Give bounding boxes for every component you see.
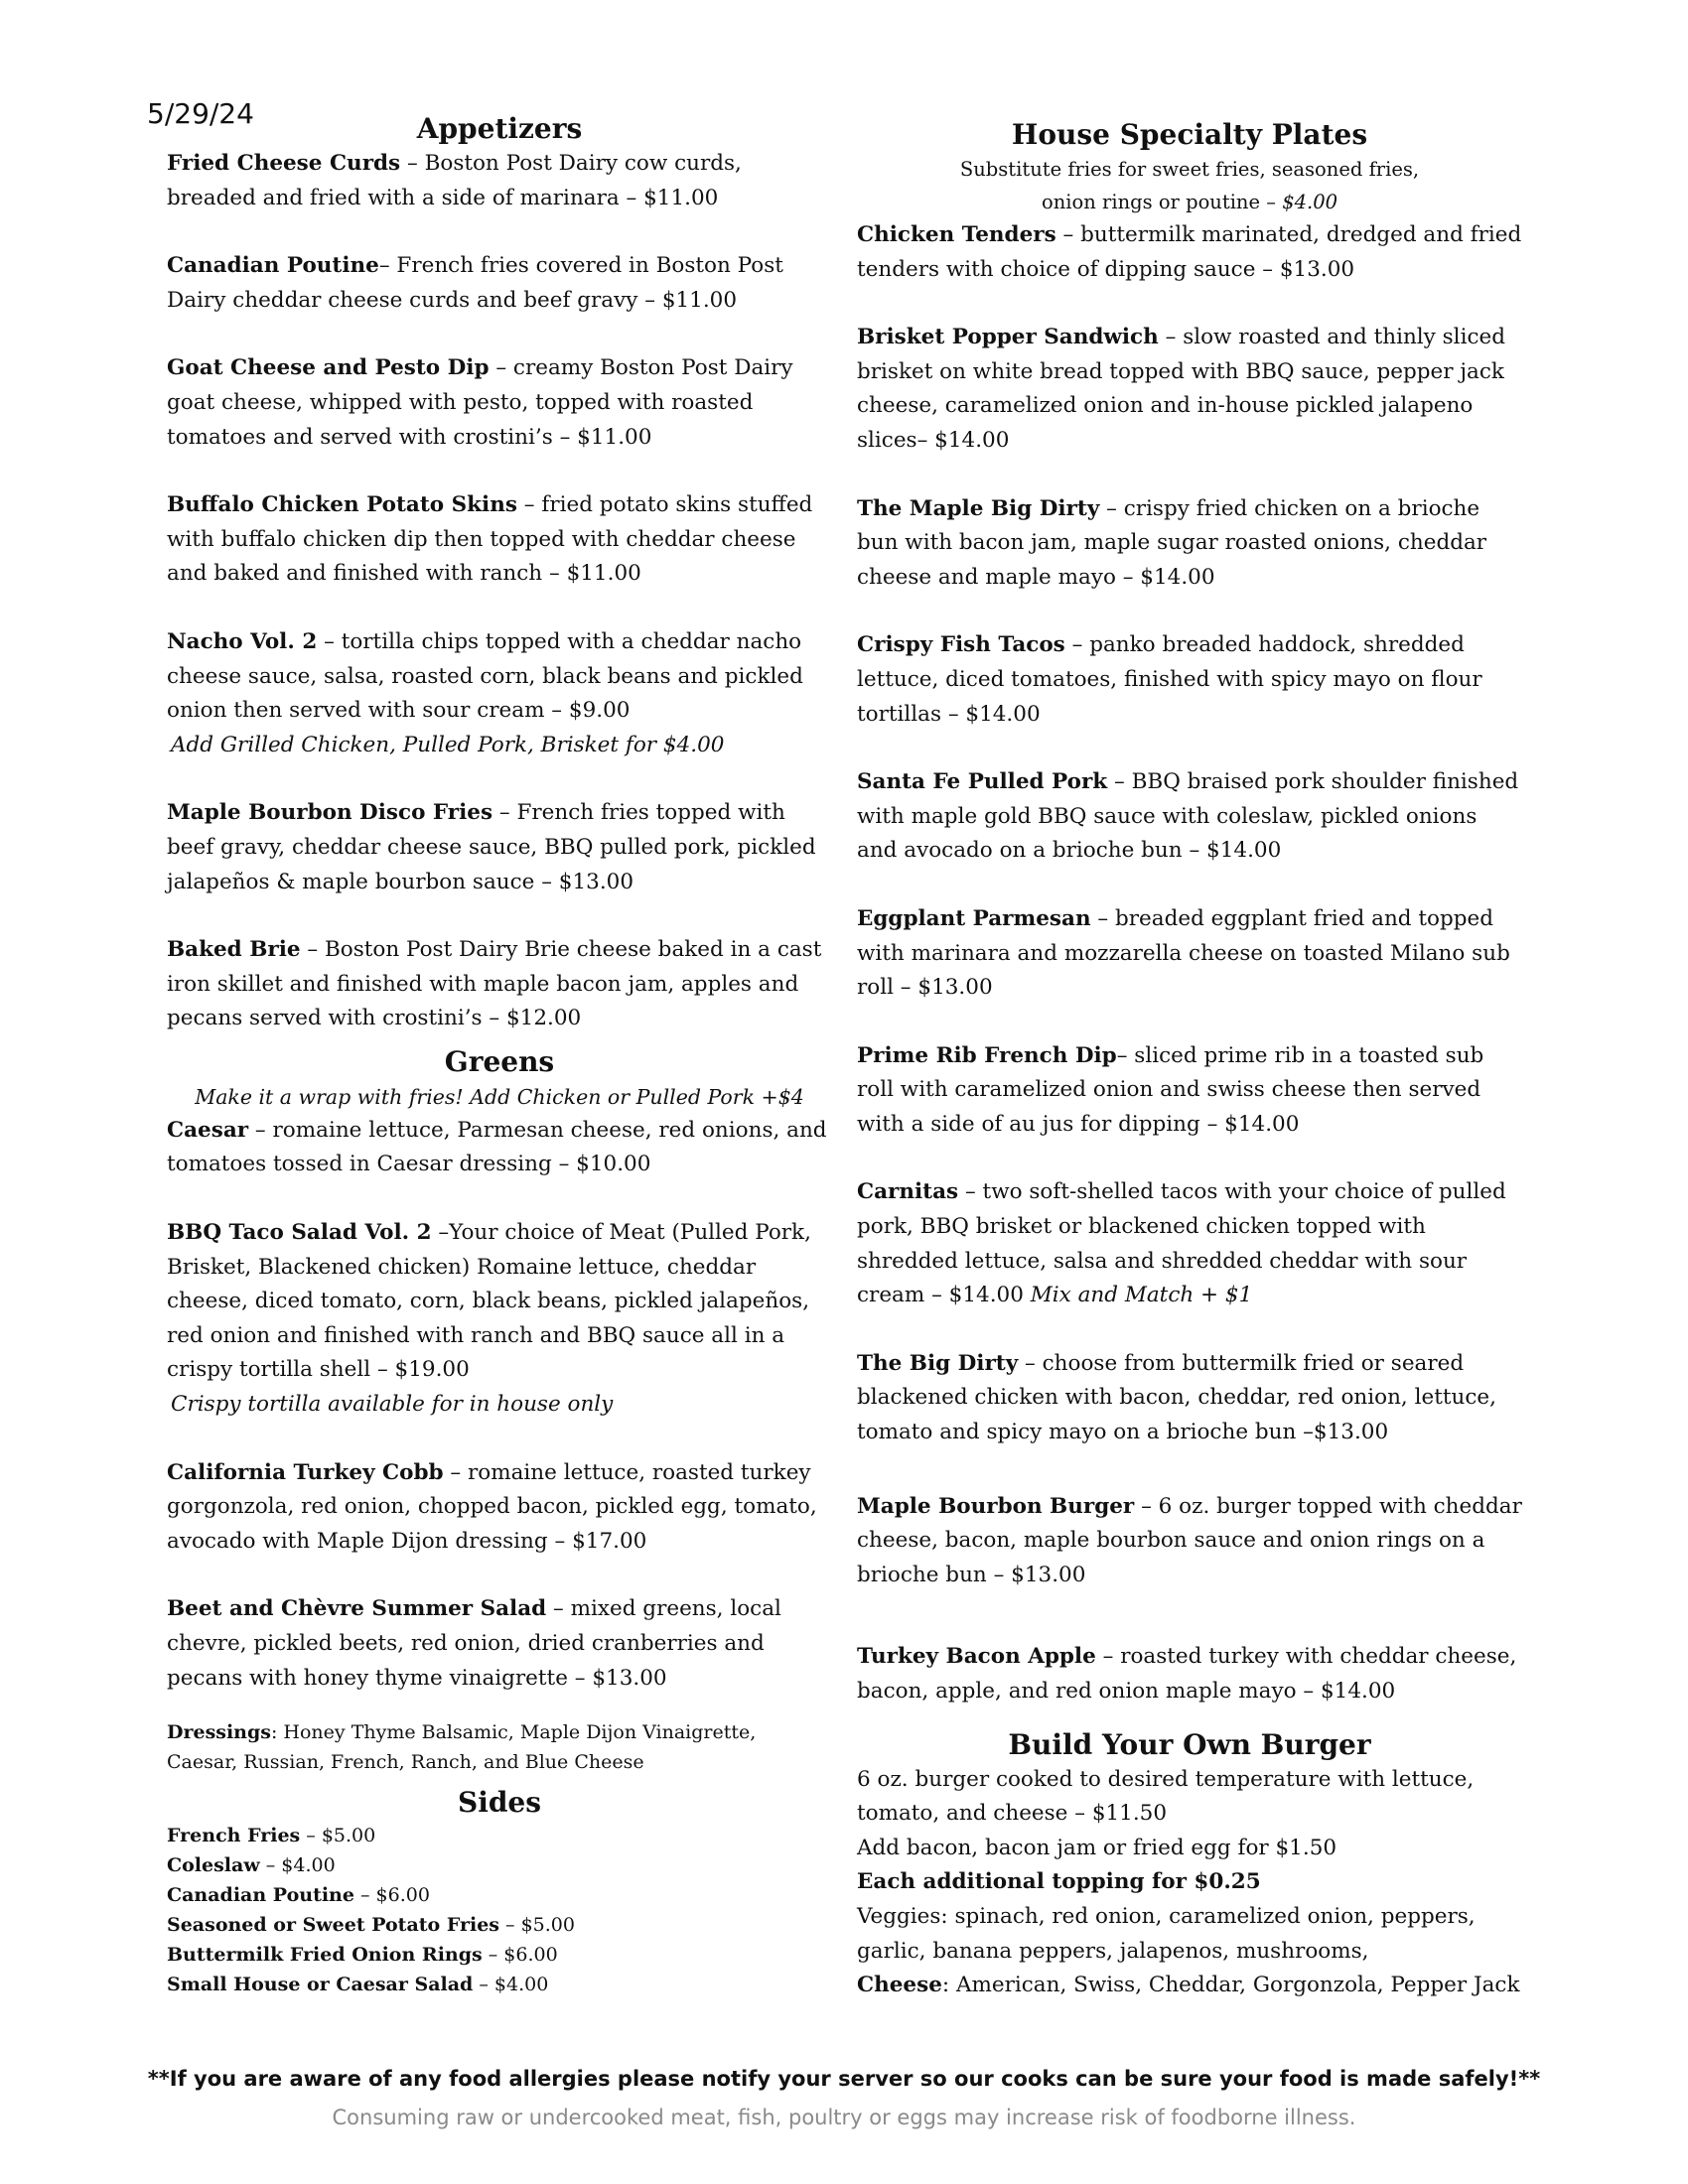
item-desc: – crispy fried chicken on a brioche bun with bacon jam, maple sugar roasted onions, cheddar cheese and maple mayo – $14.00: [857, 495, 1487, 590]
item-name: BBQ Taco Salad Vol. 2: [167, 1220, 432, 1246]
side-price: – $6.00: [353, 1884, 430, 1907]
menu-item: [857, 1175, 1522, 1312]
house-subnote-2: [857, 186, 1522, 218]
dressings-label: Dressings: [167, 1721, 271, 1744]
item-upcharge: Mix and Match + $1: [1030, 1283, 1253, 1308]
allergy-notice: **If you are aware of any food allergies please notify your server so our cooks can be sure your food is made safely!**: [147, 2067, 1541, 2091]
byob-veggies: Veggies: spinach, red onion, caramelized onion, peppers, garlic, banana peppers, jalapenos, mushrooms,: [857, 1903, 1476, 1964]
appetizers-heading: Appetizers: [416, 112, 583, 145]
menu-item: [857, 321, 1522, 458]
menu-item: [857, 902, 1522, 1006]
item-name: Prime Rib French Dip: [857, 1042, 1117, 1068]
item-desc: – 6 oz. burger topped with cheddar cheese, bacon, maple bourbon sauce and onion rings on a brioche bun – $13.00: [857, 1493, 1522, 1587]
left-column: [167, 111, 832, 1999]
side-item: [167, 1970, 832, 1999]
item-name: Santa Fe Pulled Pork: [857, 769, 1108, 795]
item-note: Add Grilled Chicken, Pulled Pork, Brisket for $4.00: [171, 732, 725, 757]
item-desc: – BBQ braised pork shoulder finished with maple gold BBQ sauce with coleslaw, pickled onions and avocado on a brioche bun – $14.00: [857, 769, 1519, 864]
item-desc: – slow roasted and thinly sliced brisket on white bread topped with BBQ sauce, pepper jack cheese, caramelized onion and in-house pickled jalapeno slices– $14.00: [857, 325, 1505, 453]
item-desc: – Boston Post Dairy Brie cheese baked in a cast iron skillet and finished with maple bacon jam, apples and pecans served with crostini’s – $12.00: [167, 937, 822, 1031]
cheese-label: Cheese: [857, 1973, 942, 1998]
byob-line: [857, 1865, 1522, 1900]
item-desc: – romaine lettuce, roasted turkey gorgonzola, red onion, chopped bacon, pickled egg, tomato, avocado with Maple Dijon dressing – $17.00: [167, 1459, 817, 1554]
side-name: Small House or Caesar Salad: [167, 1974, 474, 1996]
menu-item: [857, 1640, 1522, 1708]
item-desc: – romaine lettuce, Parmesan cheese, red onions, and tomatoes tossed in Caesar dressing – $10.00: [167, 1117, 827, 1177]
item-desc: – creamy Boston Post Dairy goat cheese, whipped with pesto, topped with roasted tomatoes and served with crostini’s – $11.00: [167, 355, 793, 450]
side-price: – $4.00: [259, 1854, 336, 1877]
item-desc: – choose from buttermilk fried or seared blackened chicken with bacon, cheddar, red onion, lettuce, tomato and spicy mayo on a brioche bun –$13.00: [857, 1350, 1496, 1445]
item-name: Eggplant Parmesan: [857, 905, 1091, 931]
sides-heading: Sides: [457, 1786, 541, 1820]
side-item: [167, 1910, 832, 1940]
house-subnote-1: Substitute fries for sweet fries, seasoned fries,: [959, 158, 1420, 181]
item-name: Brisket Popper Sandwich: [857, 325, 1159, 350]
item-name: Baked Brie: [167, 937, 301, 963]
item-name: Chicken Tenders: [857, 222, 1056, 247]
item-name: Crispy Fish Tacos: [857, 632, 1065, 658]
side-item: [167, 1880, 832, 1910]
menu-item: [857, 492, 1522, 596]
menu-item: [167, 796, 832, 899]
side-name: Buttermilk Fried Onion Rings: [167, 1944, 483, 1967]
side-item: [167, 1850, 832, 1880]
right-column: [857, 117, 1522, 2003]
side-price: – $4.00: [473, 1974, 549, 1996]
item-name: Maple Bourbon Burger: [857, 1493, 1135, 1519]
menu-item: [167, 249, 832, 318]
item-name: Beet and Chèvre Summer Salad: [167, 1596, 547, 1622]
item-desc: – mixed greens, local chevre, pickled beets, red onion, dried cranberries and pecans with honey thyme vinaigrette – $13.00: [167, 1596, 781, 1691]
menu-item: [167, 1216, 832, 1388]
item-name: The Maple Big Dirty: [857, 495, 1100, 521]
item-name: Carnitas: [857, 1179, 959, 1205]
menu-item: [857, 628, 1522, 732]
byob-topping-price: Each additional topping for $0.25: [857, 1869, 1261, 1895]
menu-date: 5/29/24: [147, 97, 254, 130]
consumption-warning: Consuming raw or undercooked meat, fish, poultry or eggs may increase risk of foodborne illness.: [332, 2106, 1356, 2129]
byob-heading: Build Your Own Burger: [1008, 1727, 1371, 1761]
item-desc: –Your choice of Meat (Pulled Pork, Brisket, Blackened chicken) Romaine lettuce, cheddar cheese, diced tomato, corn, black beans, pickled jalapeños, red onion and finished with ranch and BBQ sauce all in a crispy tortilla shell – $19.00: [167, 1220, 811, 1383]
side-item: [167, 1821, 832, 1850]
item-desc: – buttermilk marinated, dredged and fried tenders with choice of dipping sauce – $13.00: [857, 222, 1522, 282]
cheese-text: : American, Swiss, Cheddar, Gorgonzola, Pepper Jack: [941, 1973, 1520, 1998]
item-name: Caesar: [167, 1117, 249, 1143]
item-desc: – French fries topped with beef gravy, cheddar cheese sauce, BBQ pulled pork, pickled jalapeños & maple bourbon sauce – $13.00: [167, 800, 816, 894]
house-heading: House Specialty Plates: [1011, 118, 1368, 151]
greens-note: Make it a wrap with fries! Add Chicken or Pulled Pork +$4: [195, 1084, 804, 1109]
side-name: Coleslaw: [167, 1854, 260, 1877]
item-desc: – panko breaded haddock, shredded lettuce, diced tomatoes, finished with spicy mayo on flour tortillas – $14.00: [857, 632, 1482, 727]
menu-item: [167, 351, 832, 455]
item-name: California Turkey Cobb: [167, 1459, 444, 1485]
item-name: Goat Cheese and Pesto Dip: [167, 355, 490, 381]
menu-item: [857, 218, 1522, 287]
item-desc: – sliced prime rib in a toasted sub roll with caramelized onion and swiss cheese then served with a side of au jus for dipping – $14.00: [857, 1042, 1484, 1137]
dressings-text: : Honey Thyme Balsamic, Maple Dijon Vinaigrette, Caesar, Russian, French, Ranch, and Blue Cheese: [167, 1721, 757, 1774]
byob-line: Add bacon, bacon jam or fried egg for $1.50: [857, 1835, 1337, 1860]
house-subnote-price: $4.00: [1282, 191, 1338, 213]
menu-item: [167, 1456, 832, 1560]
menu-item: [167, 488, 832, 592]
item-desc: – Boston Post Dairy cow curds, breaded and fried with a side of marinara – $11.00: [167, 151, 742, 210]
house-subnote-text: onion rings or poutine –: [1041, 191, 1283, 213]
menu-item: [167, 1114, 832, 1182]
item-desc: – roasted turkey with cheddar cheese, bacon, apple, and red onion maple mayo – $14.00: [857, 1644, 1517, 1704]
menu-item: [167, 933, 832, 1036]
item-name: Nacho Vol. 2: [167, 628, 318, 654]
greens-heading: Greens: [444, 1044, 555, 1078]
side-name: French Fries: [167, 1825, 301, 1847]
item-name: Canadian Poutine: [167, 253, 379, 279]
item-name: Buffalo Chicken Potato Skins: [167, 492, 517, 518]
menu-item: [857, 1490, 1522, 1593]
byob-line: 6 oz. burger cooked to desired temperature with lettuce, tomato, and cheese – $11.50: [857, 1766, 1475, 1827]
side-name: Seasoned or Sweet Potato Fries: [167, 1914, 500, 1937]
side-item: [167, 1940, 832, 1970]
menu-item: [857, 765, 1522, 869]
side-price: – $6.00: [482, 1944, 558, 1967]
side-price: – $5.00: [300, 1825, 376, 1847]
byob-cheese: [857, 1969, 1522, 2003]
item-desc: – breaded eggplant fried and topped with marinara and mozzarella cheese on toasted Milano sub roll – $13.00: [857, 905, 1510, 1001]
menu-item: [167, 1592, 832, 1696]
menu-item: [167, 625, 832, 729]
menu-item: [167, 147, 832, 215]
item-desc: – fried potato skins stuffed with buffalo chicken dip then topped with cheddar cheese and baked and finished with ranch – $11.00: [167, 492, 813, 587]
item-name: Turkey Bacon Apple: [857, 1644, 1096, 1670]
item-desc: – two soft-shelled tacos with your choice of pulled pork, BBQ brisket or blackened chicken topped with shredded lettuce, salsa and shredded cheddar with sour cream – $14.00: [857, 1179, 1506, 1308]
side-name: Canadian Poutine: [167, 1884, 354, 1907]
item-desc: – tortilla chips topped with a cheddar nacho cheese sauce, salsa, roasted corn, black beans and pickled onion then served with sour cream – $9.00: [167, 628, 803, 724]
dressings-line: [167, 1717, 832, 1777]
item-note: Crispy tortilla available for in house only: [171, 1392, 614, 1418]
item-desc: – French fries covered in Boston Post Dairy cheddar cheese curds and beef gravy – $11.00: [167, 253, 783, 313]
item-name: Maple Bourbon Disco Fries: [167, 800, 493, 826]
menu-item: [857, 1347, 1522, 1450]
side-price: – $5.00: [499, 1914, 575, 1937]
menu-item: [857, 1039, 1522, 1143]
item-name: Fried Cheese Curds: [167, 151, 401, 176]
item-name: The Big Dirty: [857, 1350, 1019, 1376]
